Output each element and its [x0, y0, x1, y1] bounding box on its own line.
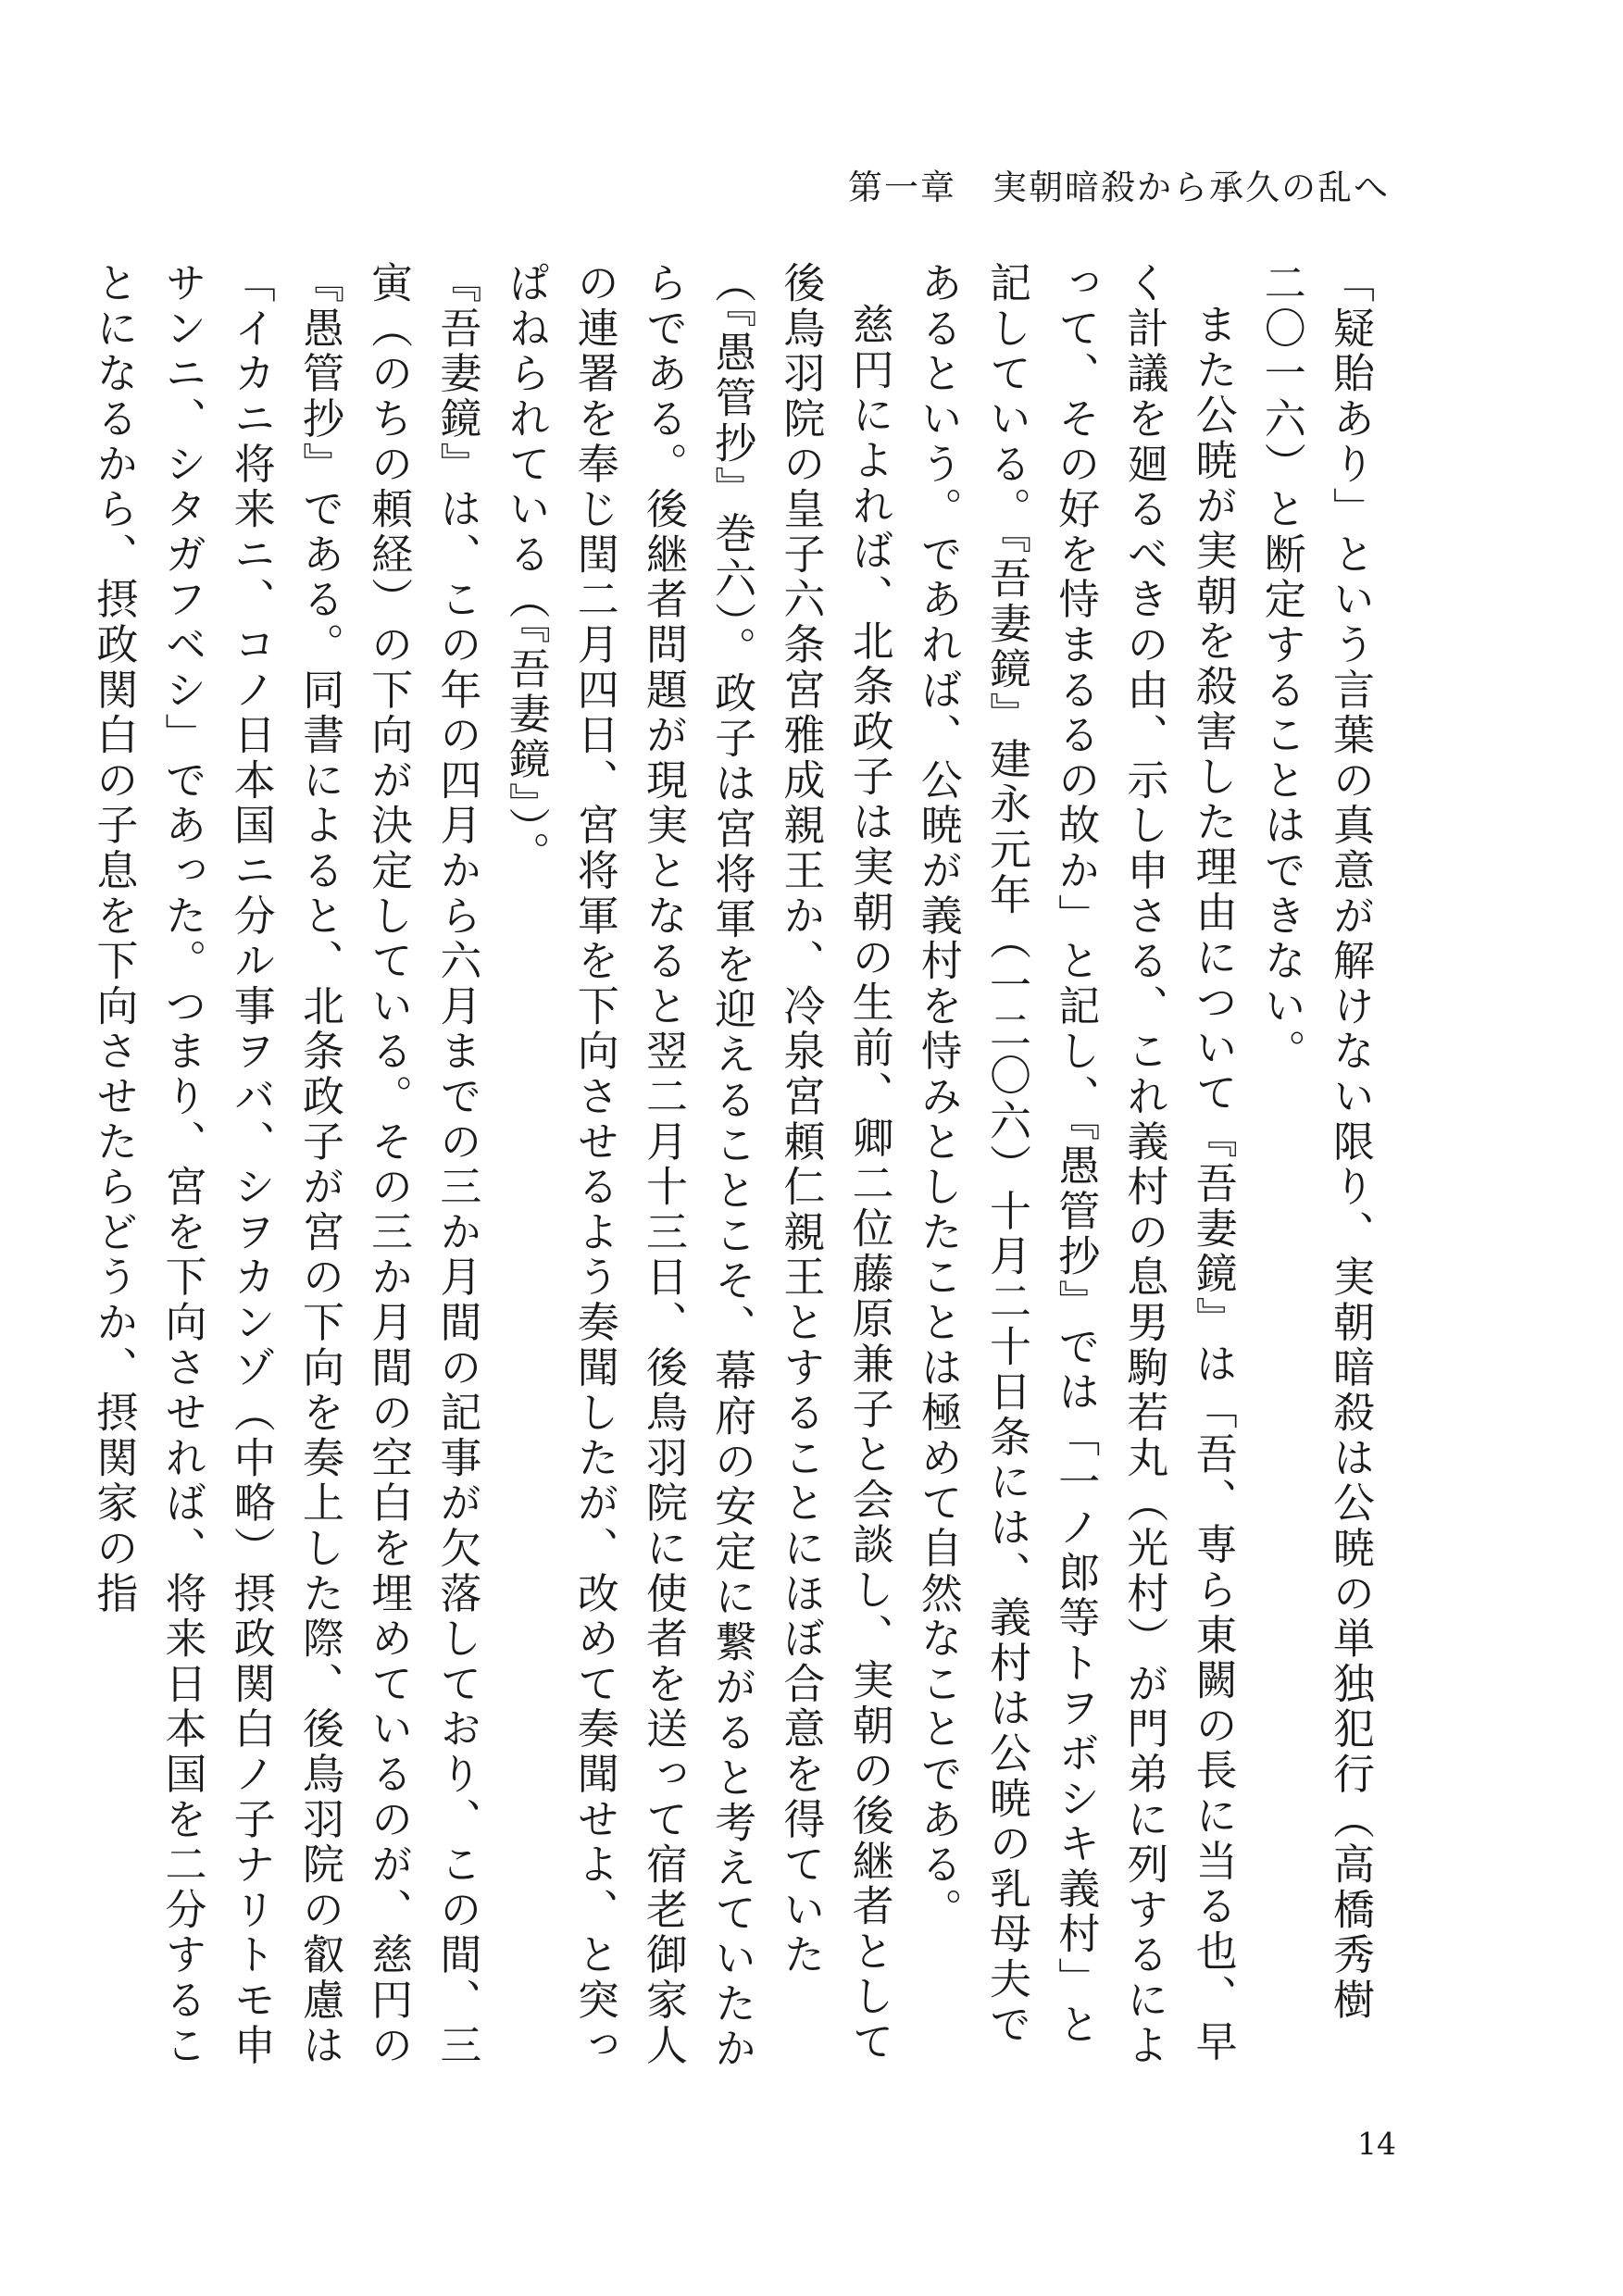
- body-text: [89, 261, 1384, 2076]
- running-head: 第一章 実朝暗殺から承久の乱へ: [848, 168, 1390, 207]
- paragraph-3: 慈円によれば、北条政子は実朝の生前、卿二位藤原兼子と会談し、実朝の後継者として後鳥羽院の皇子六条宮雅成親王か、冷泉宮頼仁親王とすることにほぼ合意を得ていた（『愚管抄』巻六）。政子は宮将軍を迎えることこそ、幕府の安定に繋がると考えていたからである。後継者問題が現実となると翌二月十三日、後鳥羽院に使者を送って宿老御家人の連署を奉じ閏二月四日、宮将軍を下向させるよう奏聞したが、改めて奏聞せよ、と突っぱねられている（『吾妻鏡』）。: [501, 261, 894, 2072]
- paragraph-2: また公暁が実朝を殺害した理由について『吾妻鏡』は「吾、専ら東闕の長に当る也、早く計議を廻るべきの由、示し申さる、これ義村の息男駒若丸（光村）が門弟に列するによって、その好を恃まるるの故か」と記し、『愚管抄』では「一ノ郎等トヲボシキ義村」と記している。『吾妻鏡』建永元年（一二〇六）十月二十日条には、義村は公暁の乳母夫であるという。であれば、公暁が義村を恃みとしたことは極めて自然なことである。: [913, 261, 1238, 2068]
- page-number: 14: [1357, 2126, 1396, 2162]
- paragraph-4: 『吾妻鏡』は、この年の四月から六月までの三か月間の記事が欠落しており、この間、三寅（のちの頼経）の下向が決定している。その三か月間の空白を埋めているのが、慈円の『愚管抄』である。同書によると、北条政子が宮の下向を奏上した際、後鳥羽院の叡慮は「イカニ将来ニ、コノ日本国ニ分ル事ヲバ、シヲカンゾ（中略）摂政関白ノ子ナリトモ申サンニ、シタガフベシ」であった。つまり、宮を下向させれば、将来日本国を二分することになるから、摂政関白の子息を下向させたらどうか、摂関家の指: [89, 261, 482, 2068]
- paragraph-1: 「疑貽あり」という言葉の真意が解けない限り、実朝暗殺は公暁の単独犯行（高橋秀樹 二〇一六）と断定することはできない。: [1256, 261, 1375, 2069]
